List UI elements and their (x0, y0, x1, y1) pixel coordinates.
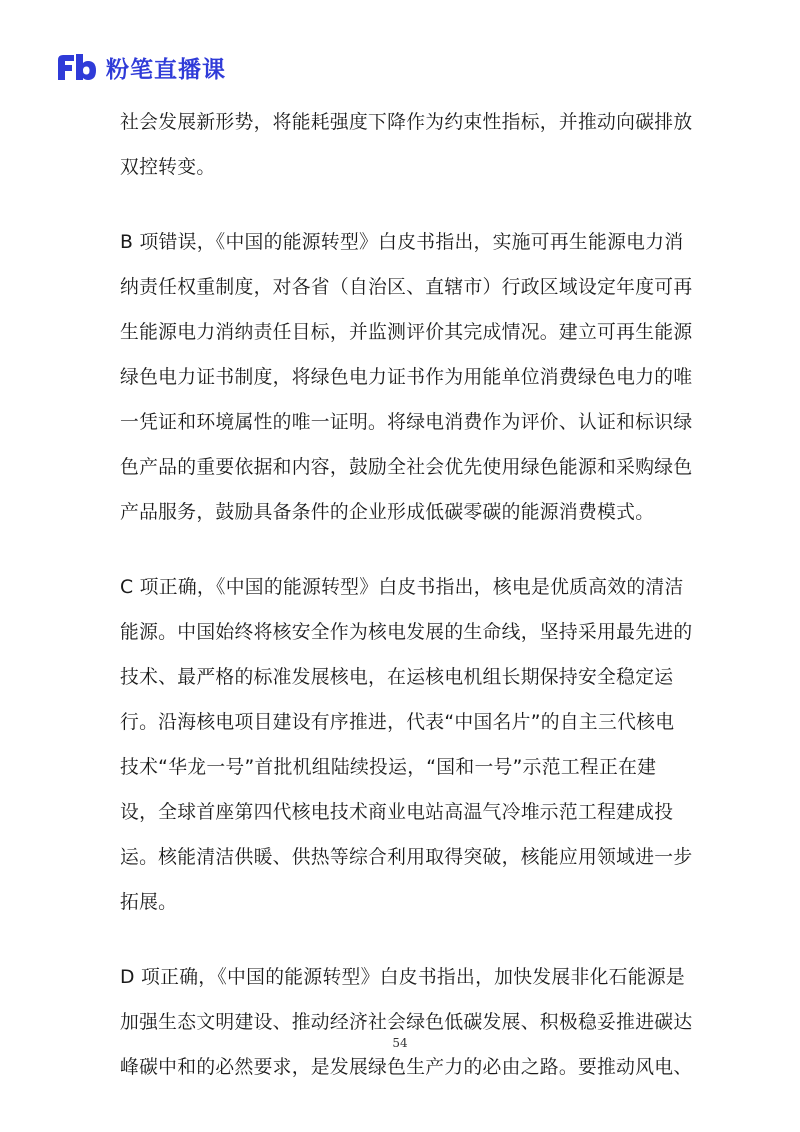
document-body (120, 100, 693, 1120)
text-line: 拓展。 (120, 892, 178, 913)
text-line: 设，全球首座第四代核电技术商业电站高温气冷堆示范工程建成投 (120, 802, 674, 823)
paragraph-continuation (120, 100, 693, 190)
text-line: 峰碳中和的必然要求，是发展绿色生产力的必由之路。要推动风电、 (120, 1057, 693, 1078)
text-line: B 项错误，《中国的能源转型》白皮书指出，实施可再生能源电力消 (120, 232, 684, 253)
text-line: 生能源电力消纳责任目标，并监测评价其完成情况。建立可再生能源 (120, 322, 693, 343)
text-line: 行。沿海核电项目建设有序推进，代表“中国名片”的自主三代核电 (120, 712, 675, 733)
text-line: 加强生态文明建设、推动经济社会绿色低碳发展、积极稳妥推进碳达 (120, 1012, 693, 1033)
text-line: 绿色电力证书制度，将绿色电力证书作为用能单位消费绿色电力的唯 (120, 367, 693, 388)
text-line: 产品服务，鼓励具备条件的企业形成低碳零碳的能源消费模式。 (120, 502, 655, 523)
text-line: 双控转变。 (120, 157, 216, 178)
paragraph-option-b (120, 220, 693, 535)
text-line: 技术“华龙一号”首批机组陆续投运，“国和一号”示范工程正在建 (120, 757, 657, 778)
text-line: 能源。中国始终将核安全作为核电发展的生命线，坚持采用最先进的 (120, 622, 693, 643)
page-header (56, 50, 226, 84)
text-line: 色产品的重要依据和内容，鼓励全社会优先使用绿色能源和采购绿色 (120, 457, 693, 478)
text-line: 社会发展新形势，将能耗强度下降作为约束性指标，并推动向碳排放 (120, 112, 693, 133)
fb-logo-icon (56, 52, 98, 82)
page-number: 54 (392, 1036, 408, 1050)
text-line: 一凭证和环境属性的唯一证明。将绿电消费作为评价、认证和标识绿 (120, 412, 693, 433)
text-line: 纳责任权重制度，对各省（自治区、直辖市）行政区域设定年度可再 (120, 277, 693, 298)
paragraph-option-c (120, 565, 693, 925)
text-line: 技术、最严格的标准发展核电，在运核电机组长期保持安全稳定运 (120, 667, 674, 688)
paragraph-option-d (120, 955, 693, 1090)
text-line: C 项正确，《中国的能源转型》白皮书指出，核电是优质高效的清洁 (120, 577, 684, 598)
text-line: 运。核能清洁供暖、供热等综合利用取得突破，核能应用领域进一步 (120, 847, 693, 868)
brand-name: 粉笔直播课 (106, 56, 226, 83)
text-line: D 项正确，《中国的能源转型》白皮书指出，加快发展非化石能源是 (120, 967, 685, 988)
